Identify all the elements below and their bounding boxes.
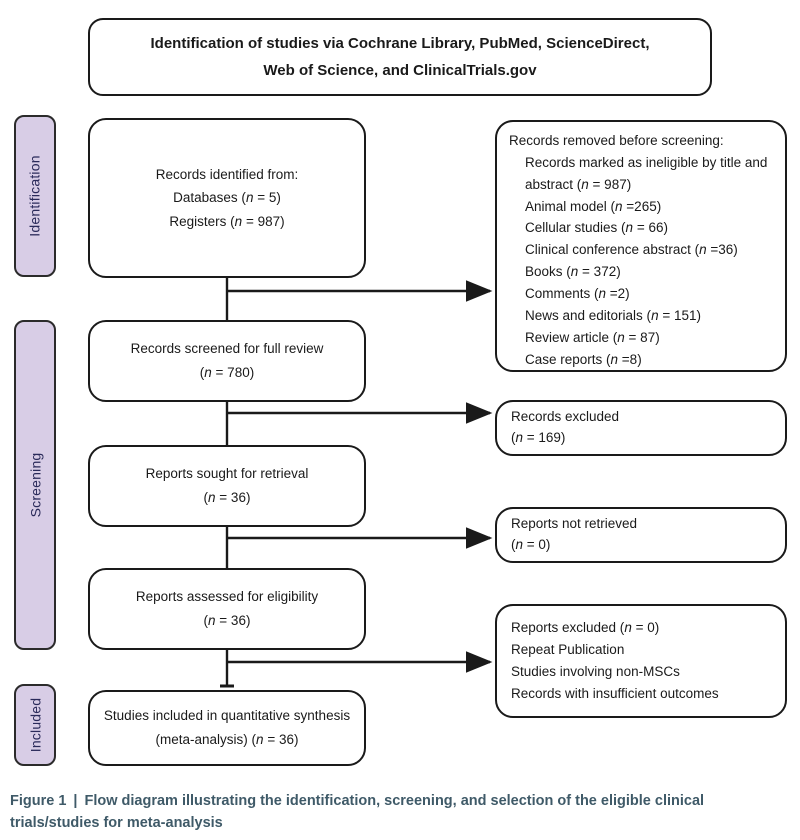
stage-included-label: Included xyxy=(27,697,43,753)
records-screened-line-2: (n = 780) xyxy=(199,365,255,380)
records-identified-line-2: Databases (n = 5) xyxy=(173,190,281,206)
records-removed-item: Comments (n =2) xyxy=(525,286,630,302)
reports-not-retrieved-line-1: Reports not retrieved xyxy=(511,516,638,532)
records-identified-line-3: Registers (n = 987) xyxy=(169,213,285,229)
title-line-1: Identification of studies via Cochrane Library, PubMed, ScienceDirect, xyxy=(150,35,650,52)
figure-caption-text: Flow diagram illustrating the identification, screening, and selection of the eligible clinical trials/studies for meta-analysis xyxy=(10,793,705,832)
reports-excluded-line: Studies involving non-MSCs xyxy=(511,664,680,679)
box-records-removed xyxy=(495,120,787,372)
records-identified-line-1: Records identified from: xyxy=(155,166,299,182)
figure-caption-separator: | xyxy=(73,793,78,809)
box-records-screened xyxy=(88,320,366,402)
title-box xyxy=(88,18,712,96)
stage-screening-label: Screening xyxy=(27,452,43,518)
records-excluded-line-2: (n = 169) xyxy=(511,430,566,445)
records-removed-item: Cellular studies (n = 66) xyxy=(525,220,668,236)
reports-sought-line-2: (n = 36) xyxy=(203,490,251,505)
title-line-2: Web of Science, and ClinicalTrials.gov xyxy=(263,62,537,79)
records-removed-item: Review article (n = 87) xyxy=(525,329,660,345)
box-reports-excluded xyxy=(495,604,787,718)
box-records-identified xyxy=(88,118,366,278)
records-removed-item: Records marked as ineligible by title and abstract (n = 987) xyxy=(525,154,768,192)
studies-included-line-2: (meta-analysis) (n = 36) xyxy=(155,732,299,747)
reports-assessed-line-1: Reports assessed for eligibility xyxy=(135,589,319,605)
reports-assessed-line-2: (n = 36) xyxy=(203,613,251,628)
box-records-excluded xyxy=(495,400,787,456)
records-removed-item: Clinical conference abstract (n =36) xyxy=(525,242,738,258)
box-reports-assessed xyxy=(88,568,366,650)
records-removed-item: Case reports (n =8) xyxy=(525,351,642,367)
reports-excluded-line: Reports excluded (n = 0) xyxy=(511,620,660,636)
records-removed-item: Books (n = 372) xyxy=(525,264,621,280)
reports-excluded-line: Repeat Publication xyxy=(511,642,625,658)
box-reports-sought xyxy=(88,445,366,527)
reports-sought-line-1: Reports sought for retrieval xyxy=(145,466,309,482)
records-removed-item: Animal model (n =265) xyxy=(525,198,662,214)
records-removed-item: News and editorials (n = 151) xyxy=(525,307,701,323)
figure-caption-label: Figure 1 xyxy=(10,793,67,809)
stage-identification-label: Identification xyxy=(27,155,44,237)
stage-included xyxy=(14,684,56,766)
figure-caption xyxy=(10,790,790,835)
records-screened-line-1: Records screened for full review xyxy=(130,341,324,357)
records-removed-header: Records removed before screening: xyxy=(509,133,724,148)
stage-screening xyxy=(14,320,56,650)
box-studies-included xyxy=(88,690,366,766)
reports-not-retrieved-line-2: (n = 0) xyxy=(511,537,551,552)
reports-excluded-line: Records with insufficient outcomes xyxy=(511,685,719,701)
box-reports-not-retrieved xyxy=(495,507,787,563)
records-excluded-line-1: Records excluded xyxy=(511,409,620,425)
studies-included-line-1: Studies included in quantitative synthesis xyxy=(103,708,351,724)
stage-identification xyxy=(14,115,56,277)
